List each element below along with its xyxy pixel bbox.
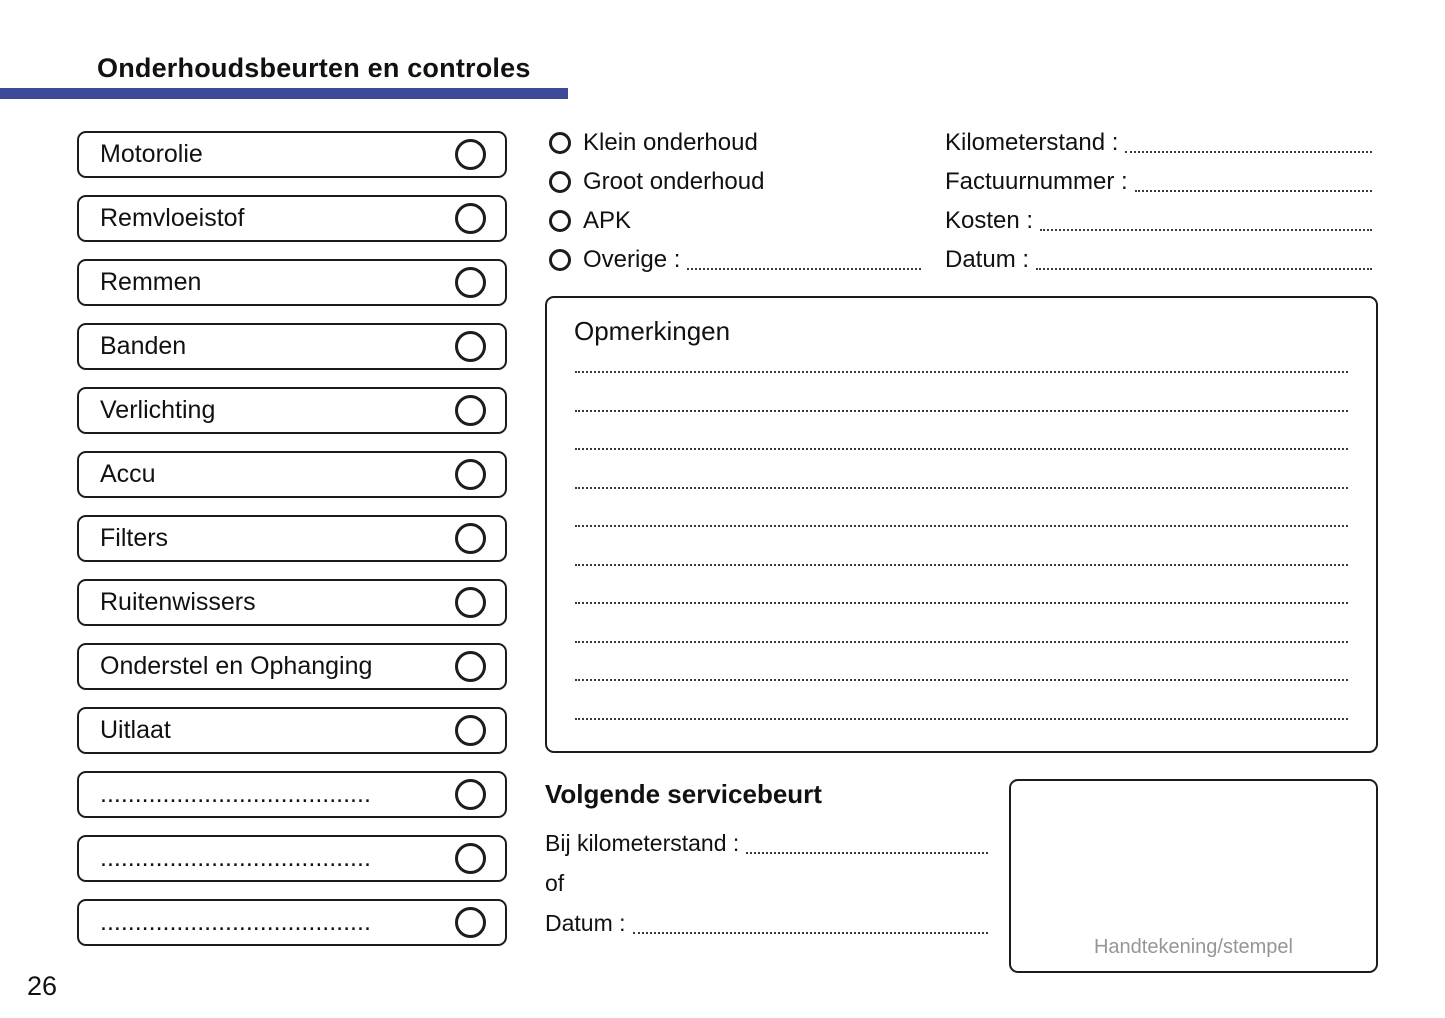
next-service-or-label: of — [545, 869, 565, 896]
detail-field-label: Kosten : — [945, 206, 1034, 234]
service-type-options — [549, 123, 921, 279]
fill-in-line — [1135, 190, 1372, 192]
checklist-item-label: Ruitenwissers — [100, 588, 256, 616]
checklist-item-label: ....................................... — [100, 844, 371, 872]
checklist-item — [77, 323, 507, 370]
remarks-line — [575, 410, 1348, 412]
detail-field — [945, 123, 1372, 162]
checklist-item — [77, 707, 507, 754]
checklist-item — [77, 515, 507, 562]
remarks-line — [575, 448, 1348, 450]
checklist-item — [77, 195, 507, 242]
remarks-lines — [575, 371, 1348, 720]
checkbox-circle — [455, 587, 486, 618]
service-option — [549, 240, 921, 279]
radio-circle — [549, 132, 571, 154]
page-number: 26 — [27, 971, 58, 1001]
service-option-label: Klein onderhoud — [583, 128, 758, 156]
next-service-km-label: Bij kilometerstand : — [545, 829, 740, 856]
remarks-box — [545, 296, 1378, 753]
checkbox-circle — [455, 331, 486, 362]
checkbox-circle — [455, 267, 486, 298]
radio-circle — [549, 171, 571, 193]
fill-in-line — [1040, 229, 1372, 231]
fill-in-line — [746, 852, 988, 854]
radio-circle — [549, 210, 571, 232]
detail-field-label: Datum : — [945, 245, 1030, 273]
checklist-item-label: Verlichting — [100, 396, 216, 424]
checklist-item-label: Remvloeistof — [100, 204, 245, 232]
checklist-item-label: Filters — [100, 524, 169, 552]
checkbox-circle — [455, 459, 486, 490]
fill-in-line — [687, 268, 921, 270]
detail-field-label: Kilometerstand : — [945, 128, 1119, 156]
remarks-line — [575, 679, 1348, 681]
fill-in-line — [1125, 151, 1372, 153]
detail-fields — [945, 123, 1372, 279]
checklist-item — [77, 131, 507, 178]
next-service-title: Volgende servicebeurt — [545, 779, 822, 809]
checklist-item-label: Uitlaat — [100, 716, 171, 744]
checkbox-circle — [455, 203, 486, 234]
checkbox-circle — [455, 395, 486, 426]
checkbox-circle — [455, 139, 486, 170]
next-service-section — [545, 779, 988, 943]
remarks-line — [575, 602, 1348, 604]
remarks-line — [575, 371, 1348, 373]
checklist-item-label: Accu — [100, 460, 156, 488]
checklist-item-label: ....................................... — [100, 908, 371, 936]
checklist-item-label: Onderstel en Ophanging — [100, 652, 373, 680]
next-service-date-label: Datum : — [545, 909, 626, 936]
checklist-item — [77, 835, 507, 882]
detail-field — [945, 201, 1372, 240]
next-service-km-row — [545, 823, 988, 863]
detail-field — [945, 240, 1372, 279]
signature-box — [1009, 779, 1378, 973]
checklist-item — [77, 771, 507, 818]
checklist-item-label: Motorolie — [100, 140, 203, 168]
fill-in-line — [1036, 268, 1372, 270]
service-option — [549, 162, 921, 201]
checklist-item-label: Banden — [100, 332, 187, 360]
remarks-line — [575, 718, 1348, 720]
checkbox-circle — [455, 651, 486, 682]
checkbox-circle — [455, 779, 486, 810]
service-option — [549, 123, 921, 162]
checklist-item-label: ....................................... — [100, 780, 371, 808]
fill-in-line — [633, 932, 988, 934]
page-title: Onderhoudsbeurten en controles — [97, 53, 531, 83]
checklist — [77, 131, 507, 946]
checklist-item-label: Remmen — [100, 268, 202, 296]
remarks-line — [575, 564, 1348, 566]
checklist-item — [77, 899, 507, 946]
checklist-item — [77, 259, 507, 306]
checklist-item — [77, 579, 507, 626]
checkbox-circle — [455, 907, 486, 938]
checklist-item — [77, 643, 507, 690]
checklist-item — [77, 451, 507, 498]
remarks-line — [575, 641, 1348, 643]
signature-label: Handtekening/stempel — [1093, 936, 1293, 958]
service-option-label: Overige : — [583, 245, 681, 273]
remarks-line — [575, 487, 1348, 489]
radio-circle — [549, 249, 571, 271]
service-option-label: APK — [583, 206, 632, 234]
checkbox-circle — [455, 715, 486, 746]
checkbox-circle — [455, 523, 486, 554]
detail-field-label: Factuurnummer : — [945, 167, 1128, 195]
service-option-label: Groot onderhoud — [583, 167, 765, 195]
title-accent-bar — [0, 88, 568, 99]
detail-field — [945, 162, 1372, 201]
remarks-title: Opmerkingen — [574, 316, 731, 346]
checklist-item — [77, 387, 507, 434]
remarks-line — [575, 525, 1348, 527]
checkbox-circle — [455, 843, 486, 874]
service-option — [549, 201, 921, 240]
next-service-date-row — [545, 903, 988, 943]
